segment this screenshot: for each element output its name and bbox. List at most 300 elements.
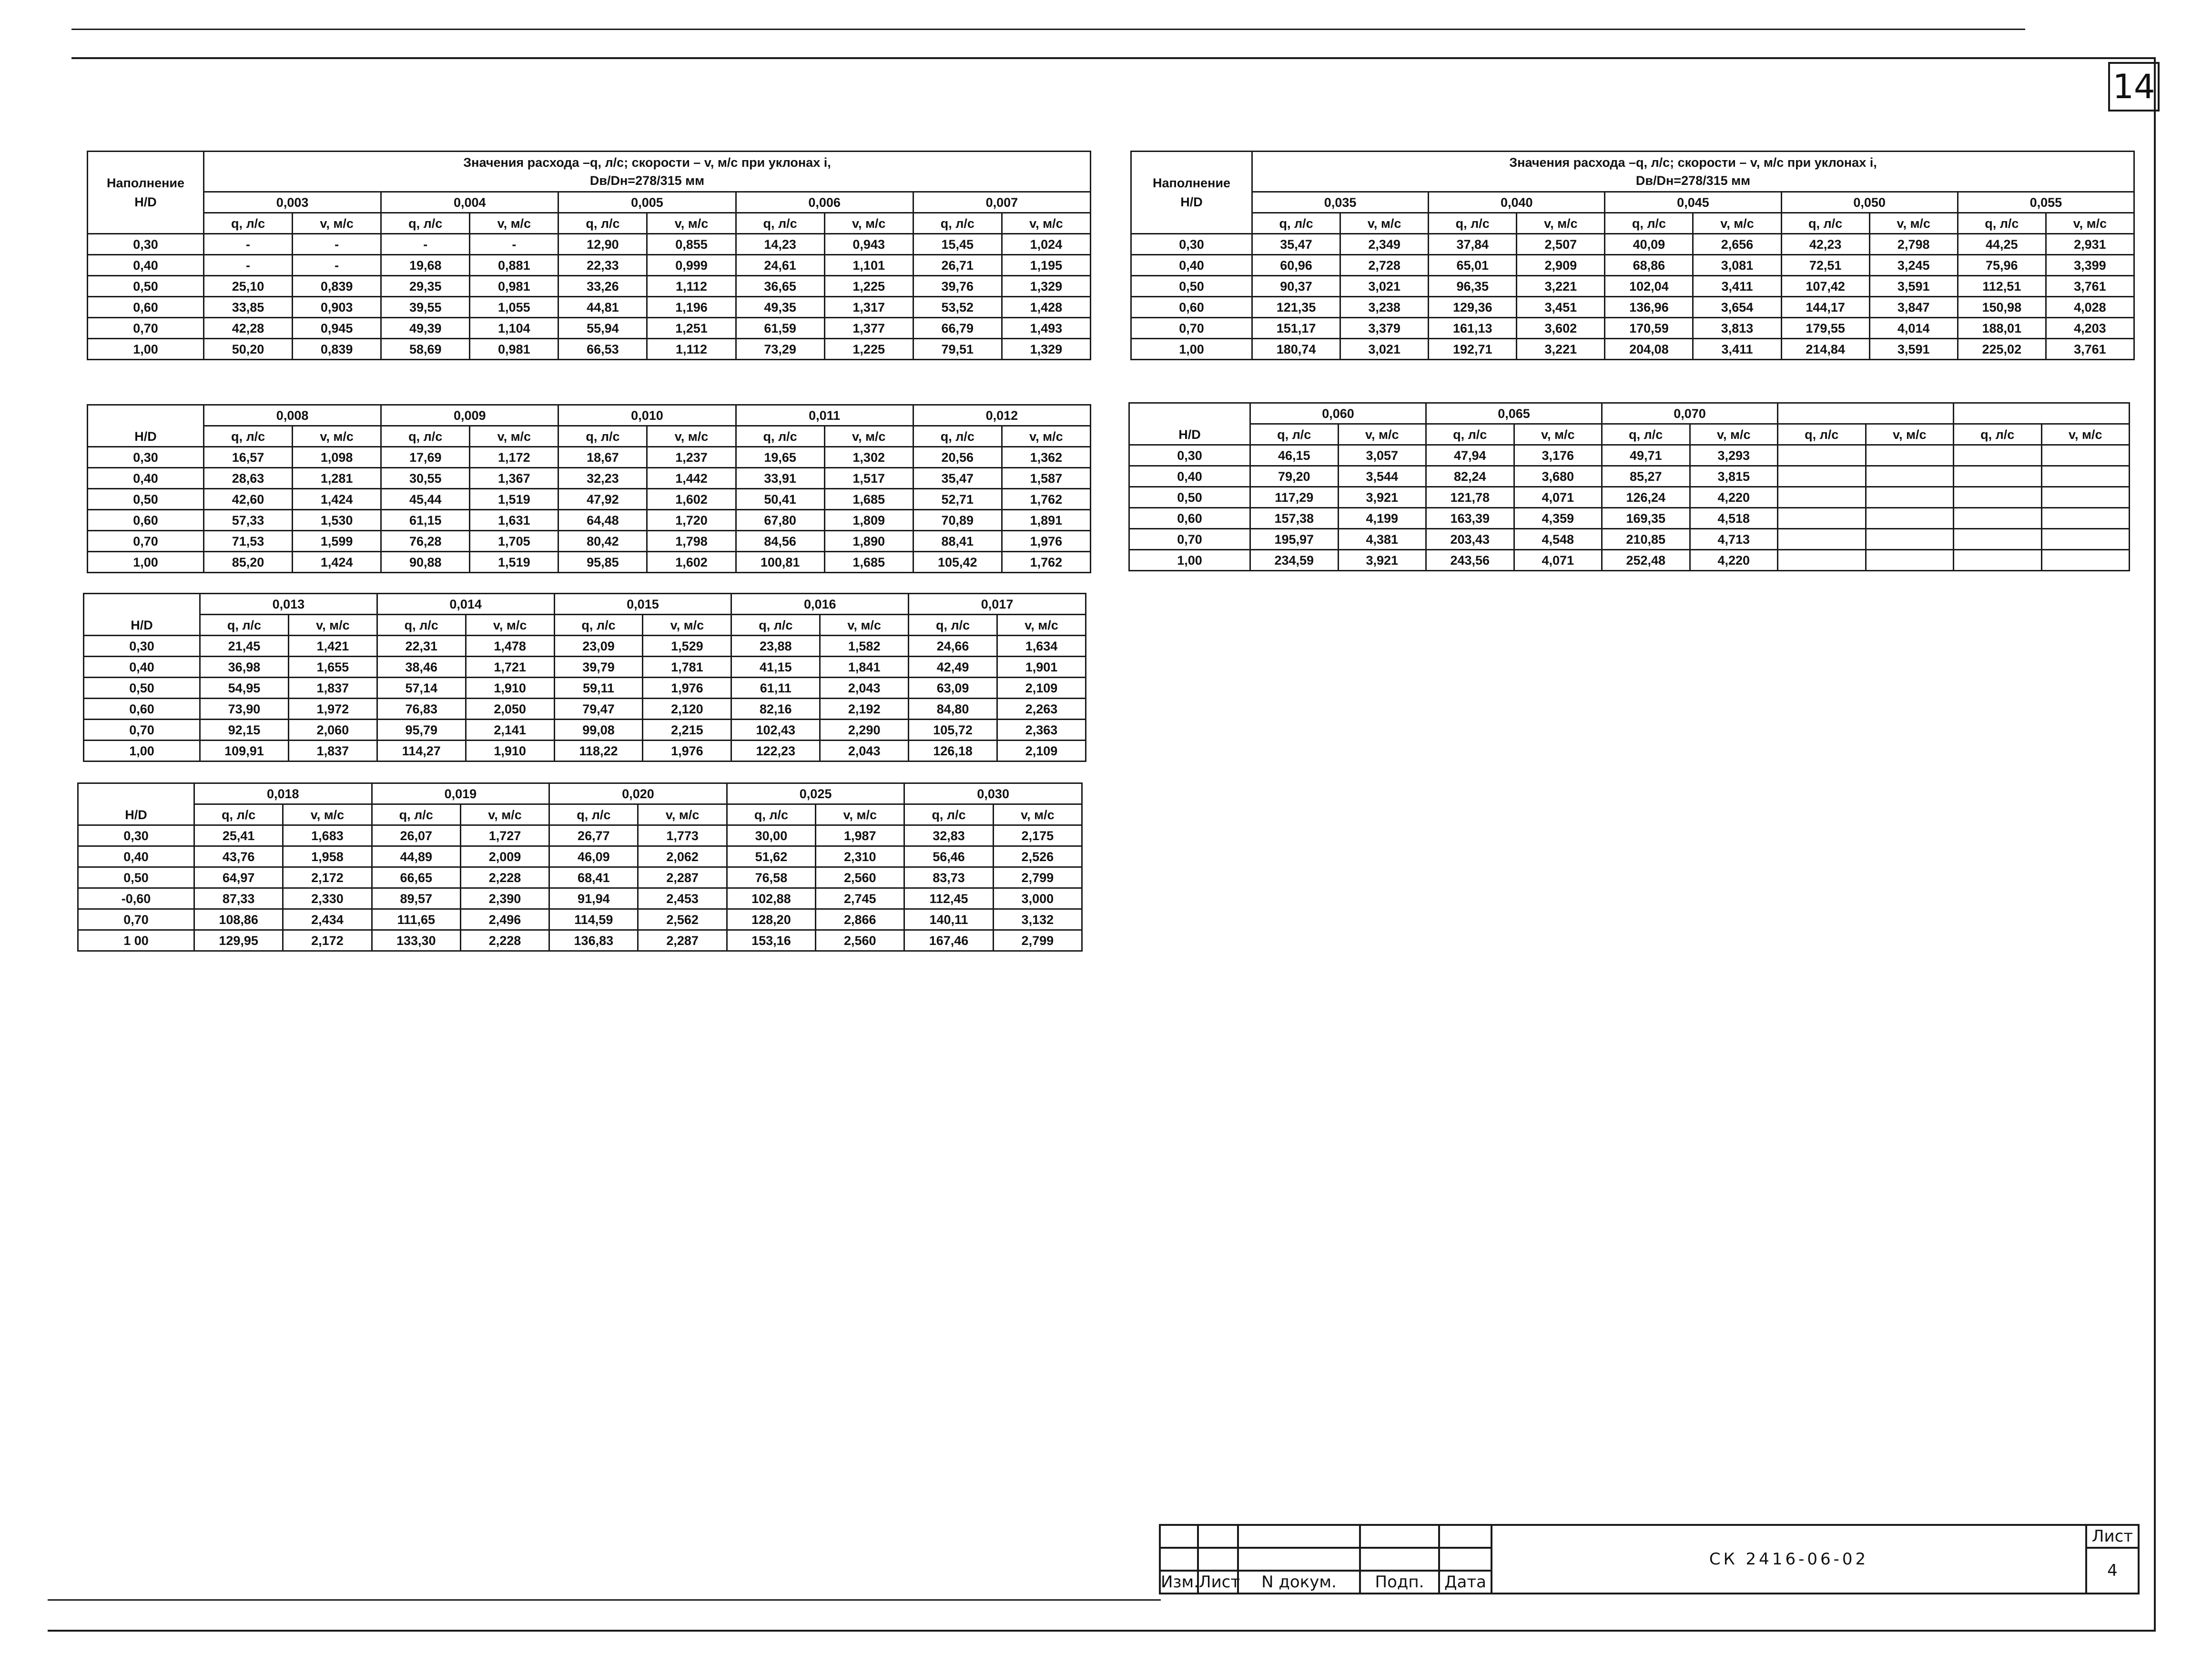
flow-value-cell: 43,76	[194, 846, 283, 867]
velocity-value-cell: 1,112	[647, 276, 736, 297]
flow-value-cell: 24,61	[736, 255, 824, 276]
velocity-value-cell: 2,931	[2046, 234, 2134, 255]
velocity-value-cell: 3,221	[1517, 276, 1605, 297]
fill-ratio-cell: 0,70	[84, 720, 200, 741]
slope-header: 0,013	[200, 594, 377, 615]
flow-unit-header: q, л/с	[1778, 424, 1866, 445]
flow-value-cell: 23,88	[731, 636, 820, 657]
flow-value-cell: 140,11	[904, 909, 993, 930]
velocity-value-cell: 1,251	[647, 318, 736, 339]
table-row	[78, 888, 1082, 909]
flow-value-cell: 234,59	[1250, 550, 1339, 571]
flow-value-cell: 114,27	[377, 741, 466, 761]
velocity-value-cell	[2041, 550, 2130, 571]
velocity-value-cell: 1,112	[647, 339, 736, 360]
velocity-unit-header: v, м/с	[466, 615, 554, 636]
flow-value-cell: 87,33	[194, 888, 283, 909]
frame-top-line	[71, 57, 2154, 59]
table-row	[88, 468, 1091, 489]
velocity-value-cell: 3,654	[1693, 297, 1781, 318]
fill-ratio-cell: 0,50	[88, 489, 204, 510]
flow-value-cell: 51,62	[727, 846, 815, 867]
velocity-unit-header: v, м/с	[293, 426, 381, 447]
table-row	[88, 339, 1091, 360]
flow-value-cell	[1778, 508, 1866, 529]
table-caption	[204, 152, 1091, 192]
stamp-data: Дата	[1439, 1571, 1492, 1594]
flow-value-cell: 23,09	[554, 636, 643, 657]
table-row	[88, 318, 1091, 339]
table-row	[78, 825, 1082, 846]
velocity-value-cell: 4,014	[1869, 318, 1958, 339]
velocity-unit-header: v, м/с	[820, 615, 909, 636]
velocity-value-cell: 3,411	[1693, 276, 1781, 297]
flow-value-cell: 19,68	[381, 255, 470, 276]
flow-value-cell: 60,96	[1252, 255, 1340, 276]
velocity-value-cell	[1866, 550, 1954, 571]
fill-ratio-cell: 0,30	[88, 447, 204, 468]
velocity-value-cell: 1,602	[647, 489, 736, 510]
caption-title: Значения расхода –q, л/с; скорости – v, м/с при уклонах i,	[1509, 155, 1877, 170]
flow-value-cell: 42,60	[204, 489, 293, 510]
velocity-value-cell: 2,434	[283, 909, 372, 930]
velocity-value-cell: 2,526	[993, 846, 1082, 867]
table-row	[1129, 508, 2130, 529]
fill-ratio-cell: 0,60	[88, 510, 204, 531]
flow-value-cell: 95,79	[377, 720, 466, 741]
flow-value-cell: 40,09	[1605, 234, 1693, 255]
flow-value-cell: 129,36	[1429, 297, 1517, 318]
slope-header: 0,006	[736, 192, 913, 213]
flow-unit-header: q, л/с	[204, 426, 293, 447]
flow-value-cell: 79,47	[554, 699, 643, 720]
flow-value-cell: 64,97	[194, 867, 283, 888]
flow-unit-header: q, л/с	[727, 804, 815, 825]
velocity-unit-header: v, м/с	[824, 426, 913, 447]
fill-ratio-cell: 0,40	[1131, 255, 1252, 276]
flow-value-cell: 39,79	[554, 657, 643, 678]
velocity-value-cell: 3,399	[2046, 255, 2134, 276]
fill-ratio-cell: 1,00	[84, 741, 200, 761]
velocity-unit-header: v, м/с	[1338, 424, 1426, 445]
table-row	[1129, 466, 2130, 487]
flow-table-4	[77, 782, 1083, 952]
table-row	[84, 699, 1086, 720]
velocity-value-cell: 2,009	[460, 846, 549, 867]
flow-value-cell: 85,20	[204, 552, 293, 573]
flow-value-cell: 42,23	[1781, 234, 1869, 255]
flow-value-cell: 66,79	[913, 318, 1002, 339]
frame-bottom-line	[48, 1630, 2156, 1632]
flow-value-cell: 170,59	[1605, 318, 1693, 339]
table-row	[84, 678, 1086, 699]
fill-header-bottom: H/D	[1180, 195, 1203, 209]
velocity-value-cell: 4,203	[2046, 318, 2134, 339]
flow-unit-header: q, л/с	[558, 213, 647, 234]
table-row	[88, 510, 1091, 531]
velocity-unit-header: v, м/с	[1693, 213, 1781, 234]
flow-value-cell: 96,35	[1429, 276, 1517, 297]
flow-value-cell: 65,01	[1429, 255, 1517, 276]
velocity-value-cell: 0,999	[647, 255, 736, 276]
velocity-value-cell: 3,293	[1690, 445, 1778, 466]
flow-value-cell: 153,16	[727, 930, 815, 951]
velocity-value-cell: 3,591	[1869, 339, 1958, 360]
velocity-value-cell: 1,367	[470, 468, 558, 489]
flow-value-cell: 29,35	[381, 276, 470, 297]
flow-value-cell: 82,16	[731, 699, 820, 720]
velocity-value-cell: 1,602	[647, 552, 736, 573]
flow-value-cell: 161,13	[1429, 318, 1517, 339]
flow-value-cell: 47,94	[1426, 445, 1514, 466]
flow-value-cell: 128,20	[727, 909, 815, 930]
flow-unit-header: q, л/с	[1958, 213, 2046, 234]
flow-value-cell: 90,88	[381, 552, 470, 573]
velocity-value-cell: 1,891	[1002, 510, 1090, 531]
velocity-value-cell: 4,713	[1690, 529, 1778, 550]
slope-header: 0,020	[549, 783, 727, 804]
flow-value-cell: 46,15	[1250, 445, 1339, 466]
fill-ratio-cell: 0,60	[84, 699, 200, 720]
velocity-unit-header: v, м/с	[2041, 424, 2130, 445]
flow-value-cell: 95,85	[558, 552, 647, 573]
table-row	[84, 741, 1086, 761]
velocity-value-cell	[1866, 508, 1954, 529]
velocity-value-cell: 3,680	[1514, 466, 1602, 487]
flow-value-cell: 14,23	[736, 234, 824, 255]
flow-value-cell: 28,63	[204, 468, 293, 489]
velocity-value-cell: 2,050	[466, 699, 554, 720]
velocity-value-cell: 2,120	[643, 699, 731, 720]
velocity-value-cell: 2,062	[638, 846, 727, 867]
flow-value-cell: 33,91	[736, 468, 824, 489]
velocity-value-cell: 0,981	[470, 276, 558, 297]
velocity-value-cell: 4,071	[1514, 487, 1602, 508]
velocity-value-cell: 0,981	[470, 339, 558, 360]
caption-title: Значения расхода –q, л/с; скорости – v, м/с при уклонах i,	[463, 155, 831, 170]
fill-ratio-cell: 0,40	[78, 846, 194, 867]
velocity-unit-header: v, м/с	[1514, 424, 1602, 445]
flow-value-cell: 252,48	[1602, 550, 1690, 571]
velocity-value-cell: 2,287	[638, 867, 727, 888]
flow-value-cell: 56,46	[904, 846, 993, 867]
velocity-unit-header: v, м/с	[638, 804, 727, 825]
flow-value-cell	[1954, 466, 2042, 487]
title-block	[1159, 1524, 2140, 1594]
slope-header: 0,007	[913, 192, 1090, 213]
flow-unit-header: q, л/с	[204, 213, 293, 234]
flow-table-3	[83, 593, 1086, 762]
flow-value-cell: 50,41	[736, 489, 824, 510]
flow-value-cell: 44,89	[372, 846, 460, 867]
flow-value-cell: 83,73	[904, 867, 993, 888]
velocity-value-cell: 0,903	[293, 297, 381, 318]
velocity-value-cell: 1,104	[470, 318, 558, 339]
flow-table-2	[87, 404, 1091, 573]
flow-value-cell: 49,35	[736, 297, 824, 318]
velocity-value-cell: 1,196	[647, 297, 736, 318]
slope-header: 0,030	[904, 783, 1082, 804]
velocity-value-cell: 1,910	[466, 678, 554, 699]
flow-value-cell: 121,78	[1426, 487, 1514, 508]
table-row	[84, 657, 1086, 678]
velocity-value-cell: 2,043	[820, 741, 909, 761]
velocity-value-cell: 2,043	[820, 678, 909, 699]
table-row	[78, 909, 1082, 930]
velocity-value-cell: 4,518	[1690, 508, 1778, 529]
velocity-value-cell: 1,587	[1002, 468, 1090, 489]
velocity-value-cell: 2,799	[993, 930, 1082, 951]
velocity-value-cell: 1,721	[466, 657, 554, 678]
flow-value-cell: 109,91	[200, 741, 289, 761]
slope-header: 0,070	[1602, 403, 1778, 424]
fill-header-top: Наполнение	[106, 176, 185, 190]
flow-value-cell: 39,76	[913, 276, 1002, 297]
velocity-value-cell	[2041, 466, 2130, 487]
fill-ratio-cell: 0,30	[88, 234, 204, 255]
velocity-value-cell: 3,245	[1869, 255, 1958, 276]
velocity-value-cell: 0,945	[293, 318, 381, 339]
velocity-unit-header: v, м/с	[1002, 426, 1090, 447]
fill-header	[1131, 152, 1252, 234]
velocity-value-cell: 1,225	[824, 339, 913, 360]
velocity-value-cell: 1,683	[283, 825, 372, 846]
velocity-value-cell: 3,813	[1693, 318, 1781, 339]
velocity-value-cell: 1,529	[643, 636, 731, 657]
velocity-value-cell: 1,976	[1002, 531, 1090, 552]
flow-unit-header: q, л/с	[909, 615, 997, 636]
caption-diameter: Dв/Dн=278/315 мм	[1635, 173, 1751, 188]
velocity-value-cell	[1866, 487, 1954, 508]
slope-header: 0,065	[1426, 403, 1602, 424]
velocity-unit-header: v, м/с	[1690, 424, 1778, 445]
velocity-value-cell: 1,762	[1002, 552, 1090, 573]
flow-value-cell: 195,97	[1250, 529, 1339, 550]
stamp-list: Лист	[1198, 1571, 1238, 1594]
flow-unit-header: q, л/с	[1250, 424, 1339, 445]
fill-ratio-cell: 0,70	[88, 318, 204, 339]
flow-unit-header: q, л/с	[1781, 213, 1869, 234]
flow-unit-header: q, л/с	[913, 426, 1002, 447]
flow-value-cell: 108,86	[194, 909, 283, 930]
velocity-value-cell: -	[293, 255, 381, 276]
flow-unit-header: q, л/с	[381, 426, 470, 447]
velocity-value-cell: 1,281	[293, 468, 381, 489]
flow-value-cell: 111,65	[372, 909, 460, 930]
flow-value-cell: 16,57	[204, 447, 293, 468]
flow-value-cell: 192,71	[1429, 339, 1517, 360]
flow-value-cell: 136,96	[1605, 297, 1693, 318]
flow-value-cell: 112,45	[904, 888, 993, 909]
flow-value-cell: 102,43	[731, 720, 820, 741]
flow-value-cell	[1954, 487, 2042, 508]
velocity-value-cell: 1,530	[293, 510, 381, 531]
velocity-value-cell: 1,024	[1002, 234, 1090, 255]
flow-value-cell: 35,47	[1252, 234, 1340, 255]
velocity-unit-header: v, м/с	[293, 213, 381, 234]
fill-ratio-cell: 1,00	[1129, 550, 1250, 571]
velocity-value-cell: 2,228	[460, 930, 549, 951]
velocity-value-cell: 2,656	[1693, 234, 1781, 255]
flow-value-cell: 53,52	[913, 297, 1002, 318]
flow-value-cell: 157,38	[1250, 508, 1339, 529]
velocity-value-cell: 4,548	[1514, 529, 1602, 550]
table-row	[88, 276, 1091, 297]
sheet-number: 14	[2108, 62, 2160, 112]
frame-top-short-line	[71, 29, 2025, 30]
slope-header	[1778, 403, 1954, 424]
flow-value-cell: 70,89	[913, 510, 1002, 531]
fill-ratio-cell: 0,70	[88, 531, 204, 552]
flow-unit-header: q, л/с	[736, 426, 824, 447]
fill-ratio-cell: 0,70	[78, 909, 194, 930]
flow-value-cell: 44,25	[1958, 234, 2046, 255]
velocity-value-cell: 3,602	[1517, 318, 1605, 339]
velocity-value-cell: 1,720	[647, 510, 736, 531]
table-row	[1129, 445, 2130, 466]
velocity-value-cell: 4,071	[1514, 550, 1602, 571]
velocity-value-cell: 2,909	[1517, 255, 1605, 276]
flow-value-cell: 66,65	[372, 867, 460, 888]
velocity-value-cell: 1,302	[824, 447, 913, 468]
flow-value-cell: 79,51	[913, 339, 1002, 360]
slope-header: 0,040	[1429, 192, 1605, 213]
velocity-value-cell: 1,781	[643, 657, 731, 678]
flow-value-cell: 36,65	[736, 276, 824, 297]
velocity-value-cell: 3,132	[993, 909, 1082, 930]
flow-value-cell: 61,59	[736, 318, 824, 339]
flow-value-cell: 129,95	[194, 930, 283, 951]
flow-value-cell	[1954, 529, 2042, 550]
velocity-value-cell: 3,761	[2046, 339, 2134, 360]
velocity-unit-header: v, м/с	[647, 426, 736, 447]
slope-header: 0,060	[1250, 403, 1426, 424]
velocity-value-cell: 1,841	[820, 657, 909, 678]
velocity-value-cell	[1866, 529, 1954, 550]
flow-value-cell: 26,77	[549, 825, 638, 846]
fill-ratio-cell: 0,40	[88, 468, 204, 489]
fill-header-top: Наполнение	[1152, 176, 1231, 190]
fill-header	[88, 152, 204, 234]
slope-header: 0,012	[913, 405, 1090, 426]
table-row	[88, 447, 1091, 468]
velocity-value-cell: 1,362	[1002, 447, 1090, 468]
velocity-unit-header: v, м/с	[1866, 424, 1954, 445]
slope-header: 0,008	[204, 405, 381, 426]
flow-value-cell: 64,48	[558, 510, 647, 531]
flow-value-cell: 210,85	[1602, 529, 1690, 550]
flow-value-cell	[1778, 550, 1866, 571]
flow-value-cell: 71,53	[204, 531, 293, 552]
velocity-value-cell: 3,921	[1338, 550, 1426, 571]
table-row	[84, 720, 1086, 741]
velocity-unit-header: v, м/с	[993, 804, 1082, 825]
flow-unit-header: q, л/с	[558, 426, 647, 447]
flow-value-cell: 203,43	[1426, 529, 1514, 550]
velocity-value-cell: 0,839	[293, 339, 381, 360]
table-row	[88, 489, 1091, 510]
slope-header: 0,050	[1781, 192, 1958, 213]
velocity-value-cell: 2,290	[820, 720, 909, 741]
velocity-value-cell	[1866, 466, 1954, 487]
velocity-value-cell: 2,175	[993, 825, 1082, 846]
flow-value-cell: 30,55	[381, 468, 470, 489]
table-row	[1131, 318, 2134, 339]
fill-header-bottom: H/D	[134, 195, 157, 209]
flow-value-cell: 204,08	[1605, 339, 1693, 360]
velocity-value-cell: 1,890	[824, 531, 913, 552]
flow-value-cell: 73,90	[200, 699, 289, 720]
flow-value-cell: 55,94	[558, 318, 647, 339]
flow-value-cell: -	[204, 255, 293, 276]
fill-ratio-cell: 1,00	[88, 552, 204, 573]
velocity-unit-header: v, м/с	[643, 615, 731, 636]
flow-value-cell: 44,81	[558, 297, 647, 318]
velocity-value-cell: 2,560	[816, 930, 904, 951]
flow-value-cell: 50,20	[204, 339, 293, 360]
flow-value-cell	[1778, 487, 1866, 508]
stamp-ndokum: N докум.	[1238, 1571, 1360, 1594]
velocity-value-cell: 4,028	[2046, 297, 2134, 318]
velocity-value-cell: -	[470, 234, 558, 255]
flow-value-cell: 38,46	[377, 657, 466, 678]
flow-value-cell: 12,90	[558, 234, 647, 255]
slope-header: 0,035	[1252, 192, 1429, 213]
velocity-value-cell: 1,809	[824, 510, 913, 531]
slope-header: 0,018	[194, 783, 372, 804]
velocity-value-cell: 1,428	[1002, 297, 1090, 318]
hd-header: H/D	[1129, 403, 1250, 445]
flow-value-cell: 150,98	[1958, 297, 2046, 318]
table-row	[78, 867, 1082, 888]
fill-ratio-cell: 0,40	[1129, 466, 1250, 487]
velocity-value-cell: 2,172	[283, 867, 372, 888]
slope-header: 0,004	[381, 192, 558, 213]
fill-ratio-cell: 0,30	[78, 825, 194, 846]
flow-unit-header: q, л/с	[549, 804, 638, 825]
flow-value-cell: 49,71	[1602, 445, 1690, 466]
flow-value-cell: 41,15	[731, 657, 820, 678]
velocity-value-cell: 2,310	[816, 846, 904, 867]
flow-value-cell: 169,35	[1602, 508, 1690, 529]
velocity-value-cell: 1,329	[1002, 339, 1090, 360]
fill-ratio-cell: 0,30	[1131, 234, 1252, 255]
slope-header: 0,003	[204, 192, 381, 213]
flow-value-cell: 58,69	[381, 339, 470, 360]
velocity-value-cell: 3,921	[1338, 487, 1426, 508]
velocity-value-cell: 1,519	[470, 552, 558, 573]
flow-value-cell	[1954, 550, 2042, 571]
flow-unit-header: q, л/с	[736, 213, 824, 234]
velocity-value-cell: 3,081	[1693, 255, 1781, 276]
flow-value-cell: 52,71	[913, 489, 1002, 510]
velocity-unit-header: v, м/с	[997, 615, 1086, 636]
velocity-value-cell: 3,000	[993, 888, 1082, 909]
velocity-unit-header: v, м/с	[470, 426, 558, 447]
flow-value-cell: 47,92	[558, 489, 647, 510]
fill-ratio-cell: 1,00	[88, 339, 204, 360]
velocity-value-cell: 0,943	[824, 234, 913, 255]
velocity-value-cell: 1,762	[1002, 489, 1090, 510]
table-row	[88, 552, 1091, 573]
velocity-value-cell: 1,172	[470, 447, 558, 468]
velocity-value-cell: 1,634	[997, 636, 1086, 657]
velocity-value-cell	[2041, 445, 2130, 466]
velocity-unit-header: v, м/с	[647, 213, 736, 234]
velocity-value-cell: 1,837	[288, 741, 377, 761]
flow-value-cell: 144,17	[1781, 297, 1869, 318]
velocity-unit-header: v, м/с	[1002, 213, 1090, 234]
